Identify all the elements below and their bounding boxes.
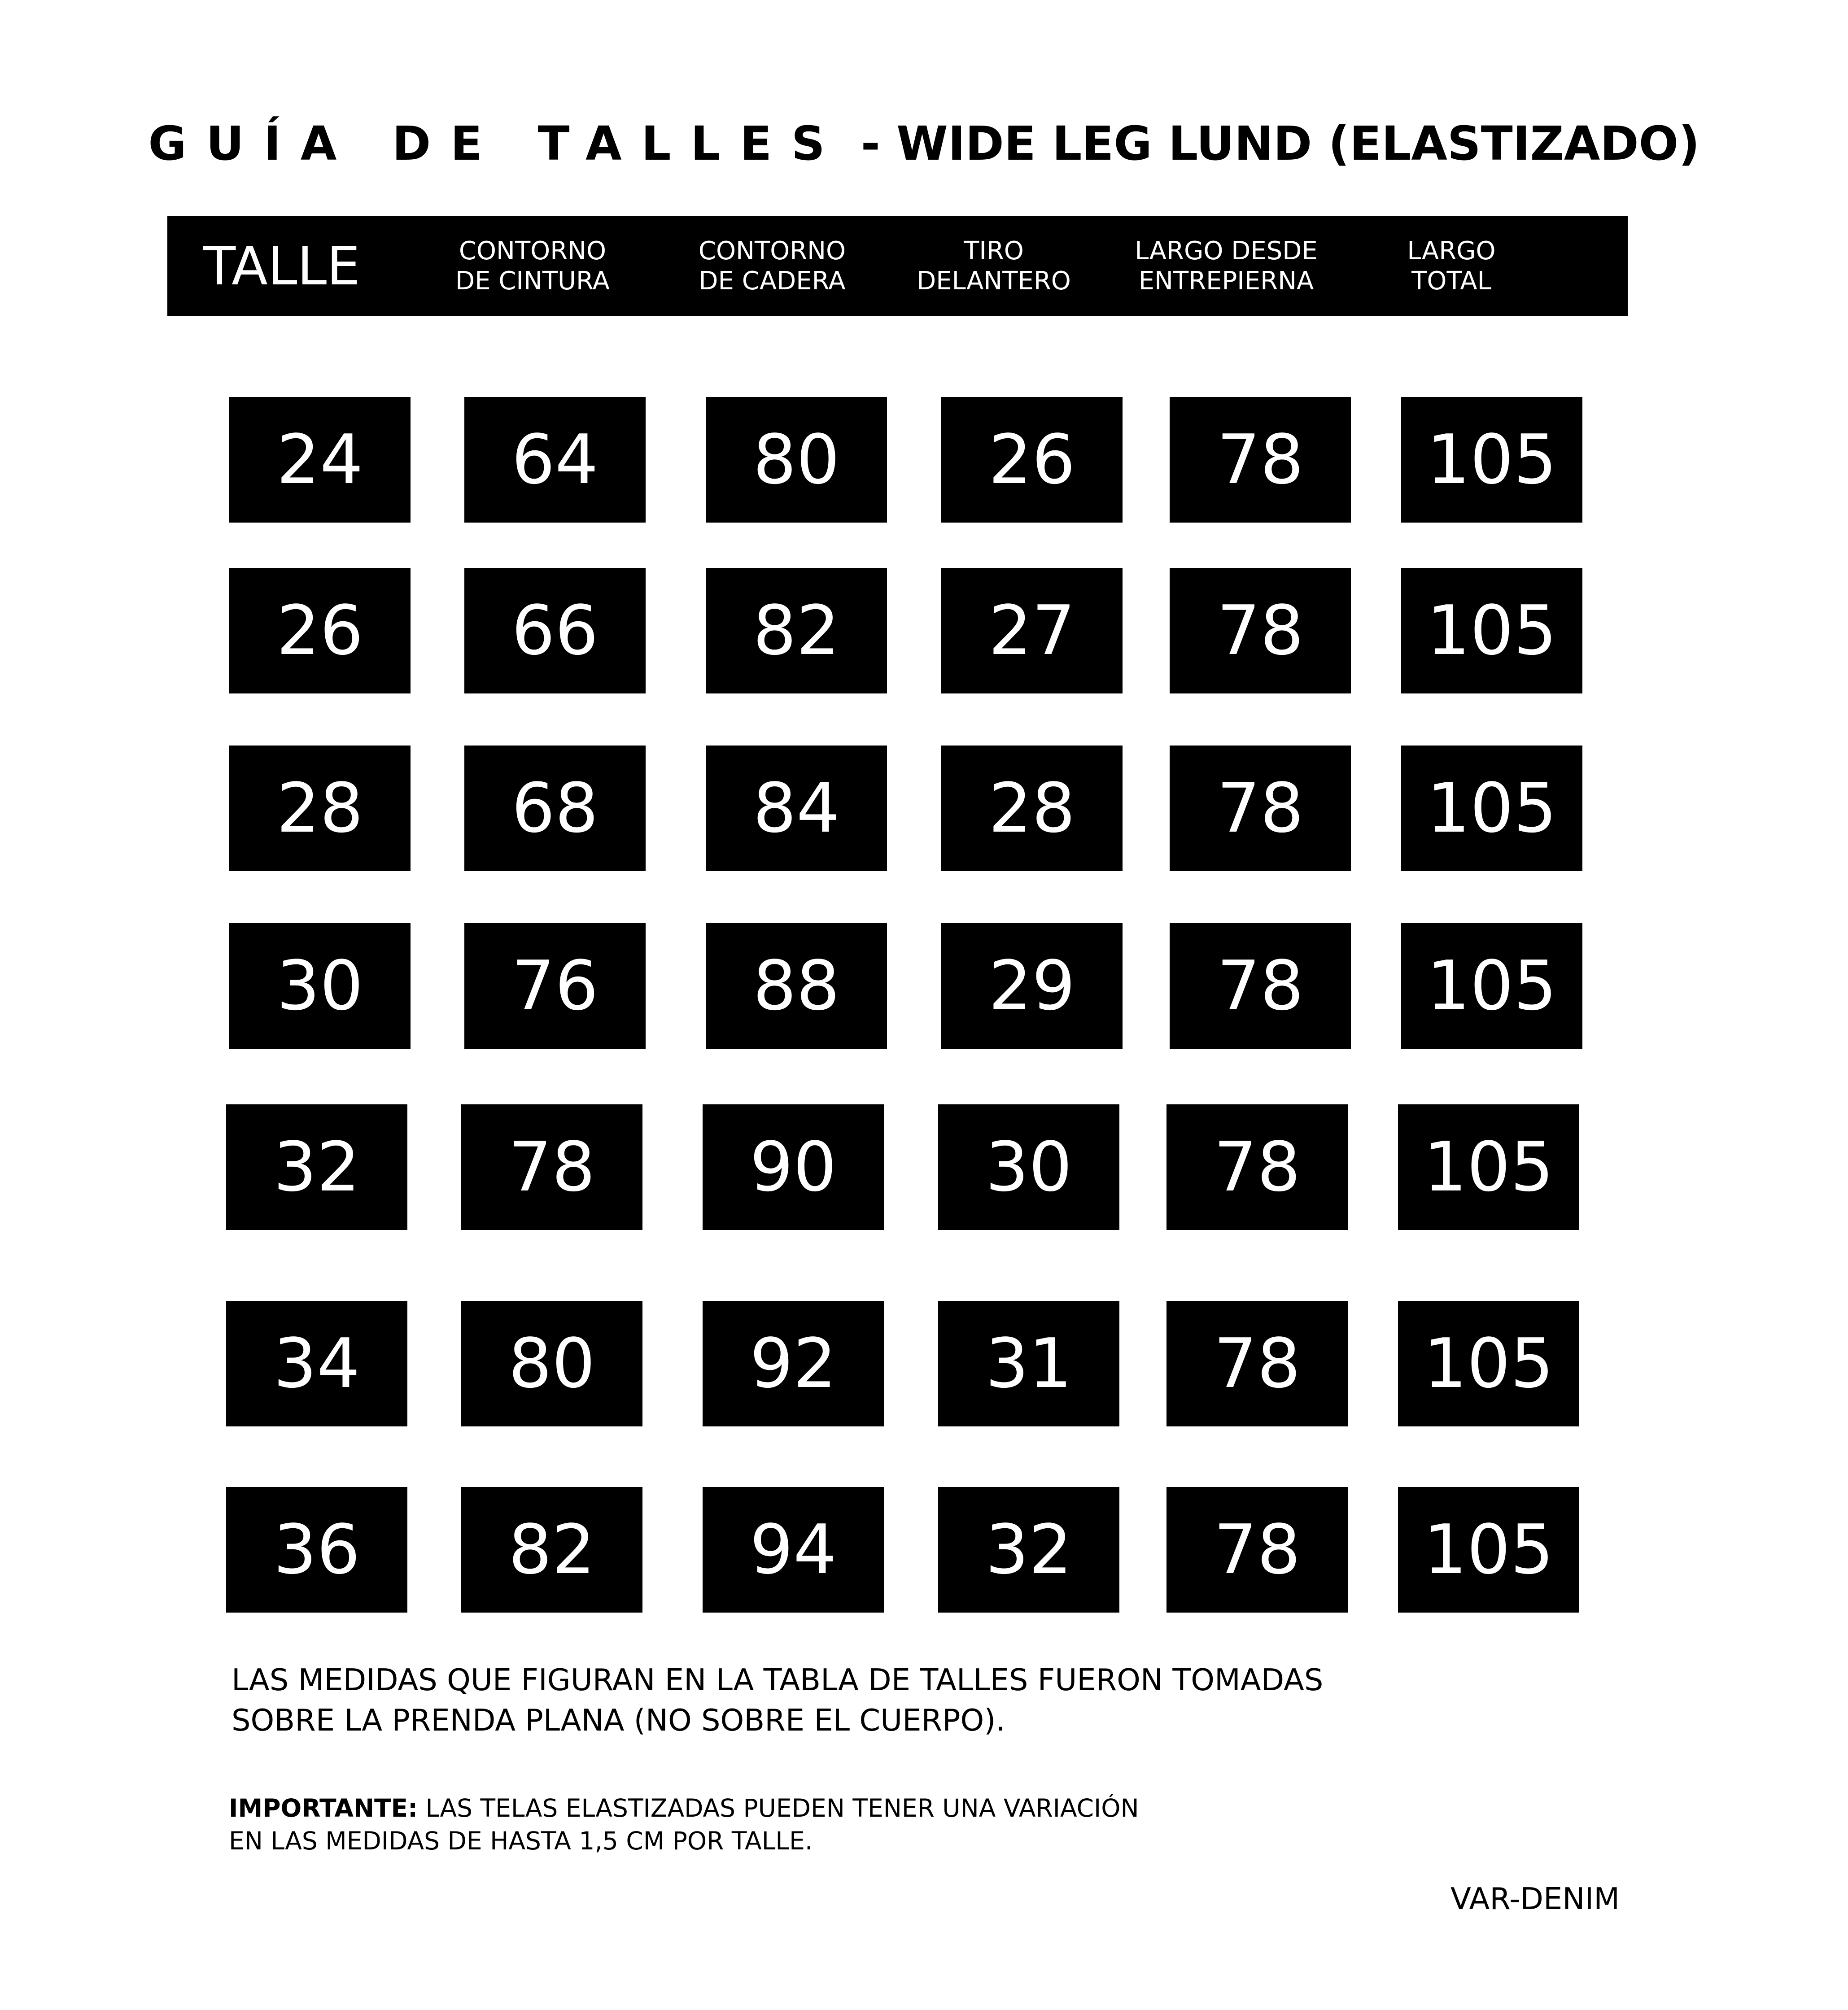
header-contorno-cadera: CONTORNO DE CADERA — [698, 236, 846, 296]
table-header — [167, 216, 1628, 316]
header-talle: TALLE — [203, 235, 360, 297]
header-contorno-cintura: CONTORNO DE CINTURA — [455, 236, 610, 296]
cell-tiro-delantero: 32 — [938, 1487, 1119, 1613]
page-title-main: GUÍA DE TALLES — [148, 116, 845, 171]
important-note — [229, 1792, 1139, 1857]
cell-largo-total: 105 — [1398, 1301, 1579, 1426]
cell-contorno-cintura: 76 — [464, 923, 646, 1049]
cell-talle: 36 — [226, 1487, 407, 1613]
cell-contorno-cintura: 64 — [464, 397, 646, 523]
cell-contorno-cadera: 90 — [703, 1104, 884, 1230]
measurement-note: LAS MEDIDAS QUE FIGURAN EN LA TABLA DE TALLES FUERON TOMADAS SOBRE LA PRENDA PLANA (NO SOBRE EL CUERPO). — [232, 1662, 1324, 1738]
cell-largo-total: 105 — [1401, 923, 1582, 1049]
cell-contorno-cintura: 80 — [461, 1301, 642, 1426]
cell-contorno-cadera: 82 — [706, 568, 887, 693]
cell-contorno-cintura: 78 — [461, 1104, 642, 1230]
cell-largo-entrepierna: 78 — [1166, 1301, 1348, 1426]
cell-largo-entrepierna: 78 — [1170, 923, 1351, 1049]
header-largo-total: LARGO TOTAL — [1407, 236, 1496, 296]
cell-talle: 32 — [226, 1104, 407, 1230]
cell-largo-entrepierna: 78 — [1170, 746, 1351, 871]
cell-contorno-cintura: 66 — [464, 568, 646, 693]
cell-contorno-cadera: 84 — [706, 746, 887, 871]
cell-contorno-cadera: 88 — [706, 923, 887, 1049]
cell-largo-entrepierna: 78 — [1170, 568, 1351, 693]
cell-largo-entrepierna: 78 — [1170, 397, 1351, 523]
important-label: IMPORTANTE: — [229, 1794, 418, 1823]
cell-contorno-cintura: 82 — [461, 1487, 642, 1613]
page-title — [0, 116, 1848, 171]
cell-largo-total: 105 — [1401, 568, 1582, 693]
cell-largo-total: 105 — [1401, 746, 1582, 871]
header-tiro-delantero: TIRO DELANTERO — [917, 236, 1071, 296]
cell-largo-total: 105 — [1398, 1104, 1579, 1230]
cell-tiro-delantero: 30 — [938, 1104, 1119, 1230]
cell-largo-entrepierna: 78 — [1166, 1487, 1348, 1613]
cell-talle: 26 — [229, 568, 411, 693]
cell-largo-total: 105 — [1401, 397, 1582, 523]
cell-largo-total: 105 — [1398, 1487, 1579, 1613]
important-text: LAS TELAS ELASTIZADAS PUEDEN TENER UNA VARIACIÓN EN LAS MEDIDAS DE HASTA 1,5 CM POR TALLE. — [229, 1794, 1139, 1855]
cell-contorno-cintura: 68 — [464, 746, 646, 871]
cell-talle: 24 — [229, 397, 411, 523]
cell-talle: 30 — [229, 923, 411, 1049]
brand-name: VAR-DENIM — [1450, 1881, 1620, 1916]
header-largo-entrepierna: LARGO DESDE ENTREPIERNA — [1135, 236, 1318, 296]
cell-tiro-delantero: 26 — [941, 397, 1123, 523]
cell-tiro-delantero: 29 — [941, 923, 1123, 1049]
cell-largo-entrepierna: 78 — [1166, 1104, 1348, 1230]
cell-talle: 34 — [226, 1301, 407, 1426]
cell-tiro-delantero: 27 — [941, 568, 1123, 693]
cell-contorno-cadera: 80 — [706, 397, 887, 523]
cell-contorno-cadera: 92 — [703, 1301, 884, 1426]
cell-contorno-cadera: 94 — [703, 1487, 884, 1613]
cell-talle: 28 — [229, 746, 411, 871]
cell-tiro-delantero: 31 — [938, 1301, 1119, 1426]
page-title-product: - WIDE LEG LUND (ELASTIZADO) — [844, 116, 1700, 171]
cell-tiro-delantero: 28 — [941, 746, 1123, 871]
